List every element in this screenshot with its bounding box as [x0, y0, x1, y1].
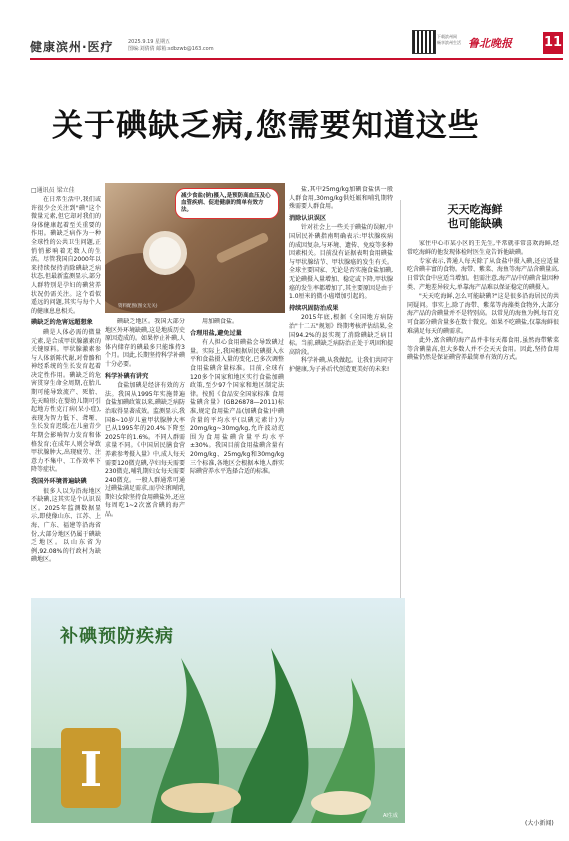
sidebar-title — [430, 203, 520, 231]
qr-caption-line-2: 畅享滨州生活 — [437, 40, 461, 45]
col2-paragraph-2: 食盐加碘是经济有效的方法。我国从1995年实施普遍食盐加碘政策以来,碘缺乏病防治取得显著成效。监测显示,我国8~10岁儿童甲状腺肿大率已从1995年的20.4%下降至2025年的1.6%。不同人群需求量不同。《中国居民膳食营养素参考摄入量》中,成人每天需要120微克碘,孕妇每天需要230微克,哺乳期妇女每天需要240微克。一般人群通常可通过碘盐满足需求,而孕妇和哺乳期妇女除坚持食用碘盐外,还应每周吃1~2次富含碘的海产品。 — [105, 382, 185, 519]
article-column-1 — [31, 196, 101, 596]
header-meta — [128, 39, 214, 53]
kelp-leaf — [231, 648, 308, 823]
headline: 关于碘缺乏病,您需要知道这些 — [52, 108, 480, 144]
section-title: 健康滨州·医疗 — [30, 40, 114, 54]
article-column-2 — [105, 318, 185, 596]
salt — [149, 237, 181, 269]
qr-code[interactable] — [412, 30, 436, 54]
col4-paragraph-2: 针对社会上一些关于碘盐的误解,中国居民补碘指南明确表示:甲状腺疾病的成因复杂,与环境、遗传、免疫等多种因素相关。目前没有证据表明食用碘盐与甲状腺结节、甲状腺癌的发生有关。全球主要国家、无论是否实施食盐加碘,无论碘摄入量增加、稳定或下降,甲状腺癌的发生率都增加了,其主要原因是由于1.0厘米的微小癌增加引起的。 — [289, 224, 393, 301]
col1-subheading-1: 碘缺乏的危害远超想象 — [31, 319, 93, 327]
col1-paragraph-2: 碘是人体必需的微量元素,是合成甲状腺激素的关键原料。甲状腺激素参与人体新陈代谢,对骨骼和神经系统的生长发育起着决定性作用。碘缺乏的危害贯穿生命全周期,在胎儿期可能导致流产、死胎、先天畸形;在婴幼儿期可引起地方性克汀病(呆小症),表现为智力低下、聋哑、生长发育迟缓;在儿童青少年期会影响智力发育和体格发育;在成年人则会导致甲状腺肿大,出现疲劳、注意力不集中、工作效率下降等症状。 — [31, 328, 101, 474]
salt-pile — [311, 791, 371, 815]
col1-subheading-2: 我国外环境普遍缺碘 — [31, 478, 87, 485]
page-number: 11 — [543, 32, 563, 54]
byline: □通讯员 梁立佳 — [31, 187, 75, 194]
qr-caption — [437, 34, 461, 46]
banner-title: 补碘预防疾病 — [60, 626, 174, 647]
col4-paragraph-4: 科学补碘,从我做起。让我们共同守护健康,为子孙后代创造更美好的未来! — [289, 357, 393, 373]
col2-subheading-1: 科学补碘有讲究 — [105, 372, 149, 380]
sidebar-paragraph-3: "天天吃海鲜,怎么可能缺碘?"这是很多沿海居民的共同疑问。事实上,除了海带、紫菜等海藻类食物外,大部分海产品的含碘量并不是特别高。以常见的海鱼为例,每百克可食部分碘含量多在数十微克。如果不吃碘盐,仅靠海鲜很难满足每天的碘需求。 — [407, 292, 559, 335]
qr-caption-line-1: 下载滨州网 — [437, 34, 457, 39]
col4-paragraph-1: 盐,其中25mg/kg加碘食盐供一般人群食用,30mg/kg供妊娠和哺乳期特殊需要人群食用。 — [289, 186, 393, 211]
col1-paragraph-3: 很多人以为沿海地区不缺碘,这其实是个认识误区。2025年监测数据显示,即使像山东、江苏、上海、广东、福建等沿海省份,大部分地区仍属于碘缺乏地区。以山东省为例,92.08%的行政村为缺碘地区。 — [31, 487, 101, 564]
article-column-4 — [289, 186, 393, 596]
col4-subheading-1: 消除认识误区 — [289, 214, 327, 222]
col3-subheading-1: 合理用盐,避免过量 — [190, 329, 242, 337]
page-header — [0, 0, 569, 60]
sidebar-paragraph-4: 此外,富含碘的海产品并非每天都食用,虽然海带紫菜等含碘量高,但大多数人并不会天天食用。因此,坚持食用碘盐仍然是保证碘营养最简单有效的方式。 — [407, 336, 559, 362]
sidebar-article — [407, 240, 559, 815]
seashell — [161, 783, 241, 813]
col4-paragraph-3: 2015年底,根据《全国地方病防治"十二五"规划》终期考核评估结果,全国94.2%的县实现了消除碘缺乏病目标。当前,碘缺乏病防治正处于巩固和提高阶段。 — [289, 314, 393, 356]
col2-paragraph-1: 碘缺乏地区。我国大部分地区外环境缺碘,这是地质历史原因造成的。如果停止补碘,人体内储存的碘最多只能维持3个月。因此,长期坚持科学补碘十分必要。 — [105, 318, 185, 368]
banner-caption: AI生成 — [383, 813, 398, 819]
header-rule — [30, 58, 563, 60]
spoon — [215, 232, 269, 264]
col3-paragraph-0: 用加碘食盐。 — [202, 318, 239, 325]
sidebar-title-line-2: 也可能缺碘 — [447, 217, 503, 230]
editor-line: 图编:刘倩倩 邮箱:sdbzwb@163.com — [128, 46, 214, 52]
sidebar-source: (大小新闻) — [525, 820, 554, 827]
newspaper-logo: 鲁北晚报 — [468, 37, 512, 50]
col3-paragraph-1: 有人担心食用碘盐会导致碘过量。实际上,我国根据居民碘摄入水平和食盐摄入量的变化,已多次调整食用盐碘含量标准。目前,全球有120多个国家和地区实行食盐加碘政策,至少97个国家和地区制定法律。按照《食品安全国家标准 食用盐碘含量》(GB26878—2011)标准,规定食用盐产品(加碘食盐)中碘含量的平均水平(以碘元素计)为20mg/kg~30mg/kg,允许波动范围为食用盐碘含量平均水平±30%。我国目前食用盐碘含量有20mg/kg、25mg/kg和30mg/kg三个标准,各地区会根据本地人群实际碘营养水平选择合适的标准。 — [190, 339, 284, 476]
photo-callout: 减少食盐(钠)摄入,是预防高血压及心血管疾病、促进健康的简单有效方法。 — [175, 188, 279, 219]
col4-subheading-2: 持续巩固防治成果 — [289, 304, 339, 312]
photo-caption: 资料配图(图文无关) — [118, 304, 158, 309]
element-symbol: I — [79, 742, 103, 798]
date-line: 2025.9.19 星期五 — [128, 39, 171, 45]
sidebar-paragraph-1: 家住中心市某小区的王先生,平常就非常喜欢海鲜,经常吃海鲜的他发现体检时医生竟告诉他缺碘。 — [407, 240, 559, 256]
sidebar-title-line-1: 天天吃海鲜 — [447, 203, 503, 216]
col1-paragraph-1: 在日常生活中,我们或许很少会关注到"碘"这个微量元素,但它却对我们的身体健康起着至关重要的作用。碘缺乏病作为一种全球性的公共卫生问题,正悄悄影响着无数人的生活。尽管我国自2000年以来持续保持消除碘缺乏病状态,但最新监测显示,部分人群特别是孕妇的碘营养状况仍需关注。这个看似遥远的问题,其实与每个人的健康息息相关。 — [31, 196, 101, 315]
sidebar-paragraph-2: 专家表示,普通人每天除了从食盐中摄入碘,还应适量吃含碘丰富的食物。海带、紫菜、海鱼等海产品含碘量高,日常饮食中应适当增加。但需注意,海产品中的碘含量因种类、产地差异较大,单靠海产品难以保证稳定的碘摄入。 — [407, 257, 559, 291]
article-column-3 — [190, 318, 284, 596]
